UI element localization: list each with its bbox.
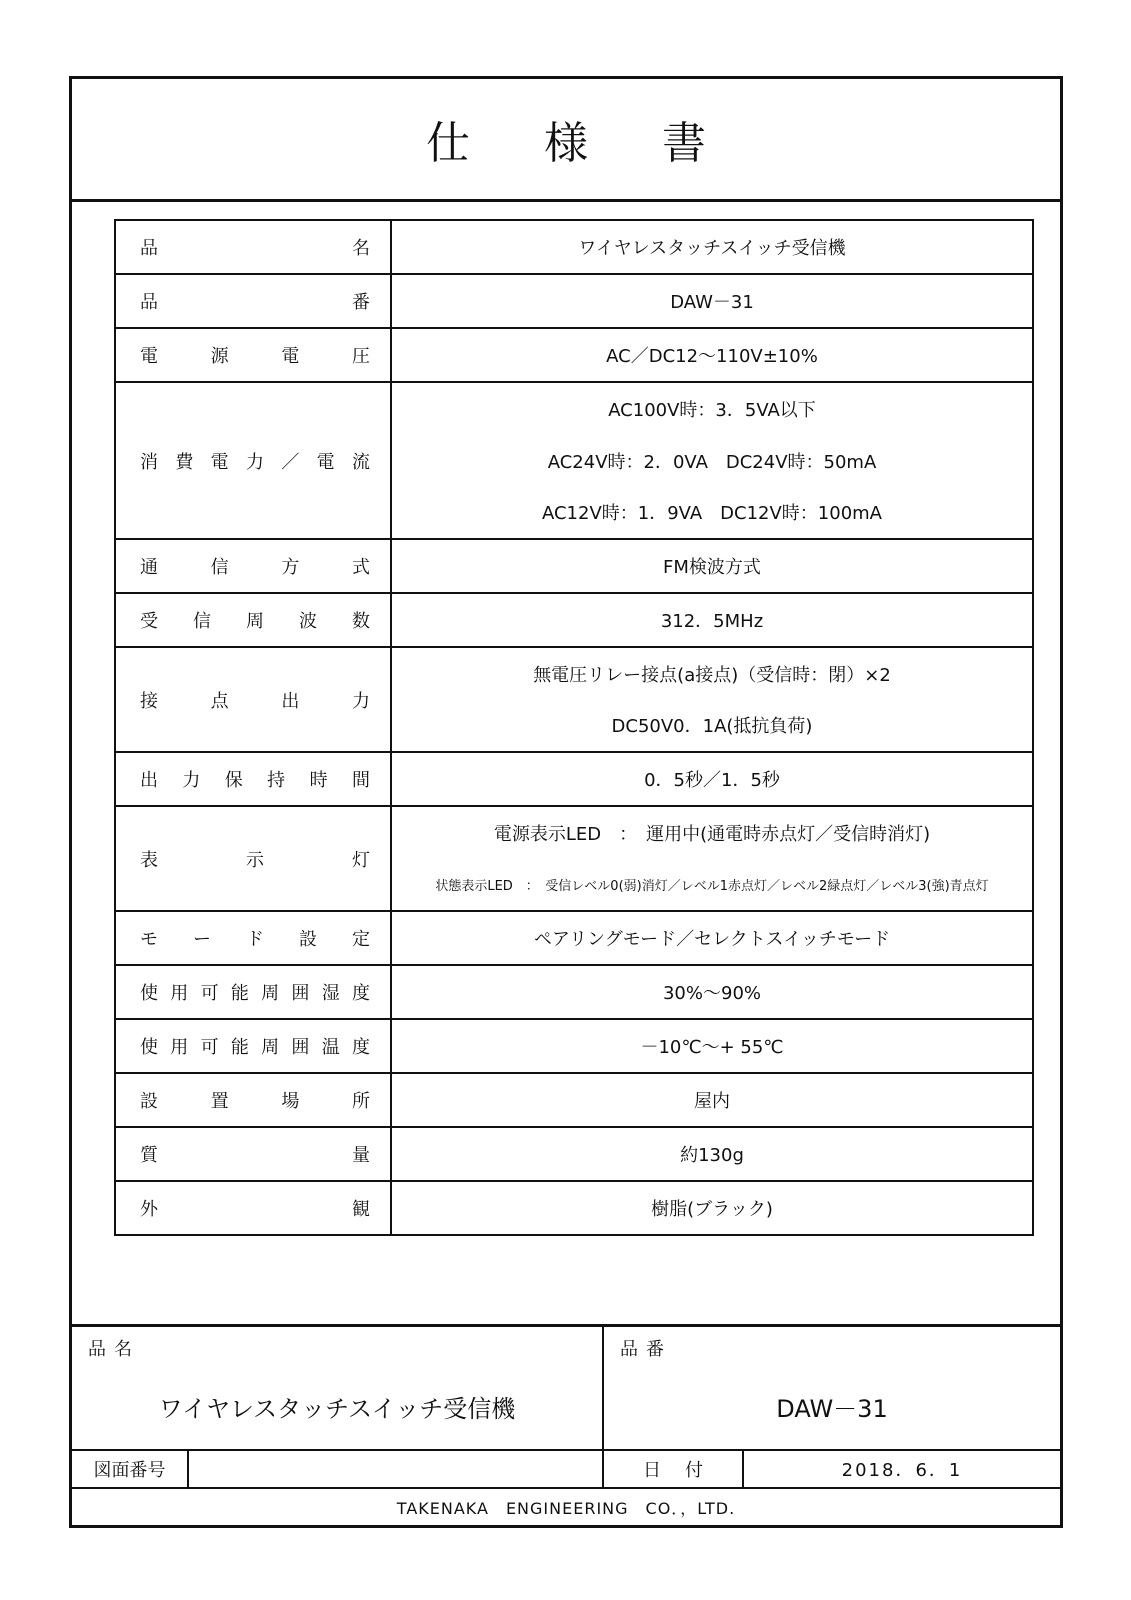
product-name-cell	[72, 1327, 604, 1449]
spec-label: 品 番	[140, 292, 370, 313]
spec-label-cell	[115, 220, 391, 274]
title-block	[72, 1324, 1060, 1525]
spec-value-cell	[391, 965, 1033, 1019]
spec-value: 312．5MHz	[660, 611, 764, 632]
spec-label: 接 点 出 力	[140, 690, 370, 712]
spec-value-cell	[391, 1073, 1033, 1127]
document-title: 仕 様 書	[426, 118, 736, 169]
spec-label: 出 力 保 持 時 間	[140, 770, 370, 791]
spec-row	[115, 220, 1033, 274]
title-block-row-meta	[72, 1451, 1060, 1489]
date-value: 2018．6．1	[841, 1460, 963, 1481]
spec-row	[115, 1127, 1033, 1181]
spec-row	[115, 911, 1033, 965]
drawing-number-value	[189, 1451, 604, 1487]
spec-value-cell	[391, 593, 1033, 647]
document-frame	[69, 76, 1063, 1528]
spec-label-cell	[115, 911, 391, 965]
drawing-number-label: 図面番号	[72, 1451, 189, 1487]
spec-row	[115, 539, 1033, 593]
spec-label: 使 用 可 能 周 囲 湿 度	[140, 983, 370, 1004]
spec-value: 無電圧リレー接点(a接点)（受信時：閉）×2	[533, 664, 891, 686]
date-label: 日 付	[643, 1460, 703, 1481]
spec-value: 30%～90%	[662, 983, 761, 1004]
spec-label: モ ー ド 設 定	[140, 929, 370, 950]
spec-row	[115, 647, 1033, 752]
spec-value-cell	[391, 382, 1033, 539]
spec-label: 消 費 電 力 ／ 電 流	[140, 451, 370, 473]
spec-table	[114, 219, 1034, 1236]
part-number-label: 品番	[620, 1339, 672, 1360]
spec-value: FM検波方式	[663, 557, 761, 578]
spec-value-cell	[391, 647, 1033, 752]
spec-label: 電 源 電 圧	[140, 346, 370, 367]
spec-value-cell	[391, 274, 1033, 328]
spec-label: 使 用 可 能 周 囲 温 度	[140, 1037, 370, 1058]
spec-label-cell	[115, 1073, 391, 1127]
spec-value: ワイヤレスタッチスイッチ受信機	[578, 238, 846, 259]
spec-row	[115, 382, 1033, 539]
spec-label-cell	[115, 593, 391, 647]
spec-label: 質 量	[140, 1145, 370, 1166]
spec-label-cell	[115, 1019, 391, 1073]
part-number-value: DAW－31	[776, 1395, 888, 1423]
spec-value-cell	[391, 911, 1033, 965]
spec-value-cell	[391, 539, 1033, 593]
spec-value: ペアリングモード／セレクトスイッチモード	[533, 929, 891, 950]
spec-value: 屋内	[694, 1091, 730, 1112]
spec-row	[115, 752, 1033, 806]
spec-row	[115, 1019, 1033, 1073]
spec-value-cell	[391, 1181, 1033, 1235]
spec-label-cell	[115, 539, 391, 593]
date-label-cell	[604, 1451, 744, 1487]
company-name: TAKENAKA ENGINEERING CO．，LTD.	[396, 1498, 736, 1518]
spec-value: 状態表示LED ： 受信レベル0(弱)消灯／レベル1赤点灯／レベル2緑点灯／レベル3(強)青点灯	[435, 878, 989, 894]
spec-value: 樹脂(ブラック)	[651, 1199, 773, 1220]
spec-value-cell	[391, 1019, 1033, 1073]
spec-row	[115, 806, 1033, 911]
spec-label: 品 名	[140, 238, 370, 259]
spec-value: AC100V時：3．5VA以下	[608, 400, 816, 421]
spec-value-cell	[391, 328, 1033, 382]
spec-label: 受 信 周 波 数	[140, 611, 370, 632]
spec-value: AC12V時：1．9VA DC12V時：100mA	[541, 503, 882, 524]
spec-label: 外 観	[140, 1199, 370, 1220]
spec-value: DC50V0．1A(抵抗負荷)	[611, 716, 813, 738]
spec-value: AC24V時：2．0VA DC24V時：50mA	[547, 451, 877, 473]
spec-row	[115, 1181, 1033, 1235]
spec-label: 表 示 灯	[140, 849, 370, 871]
spec-value: 電源表示LED ： 運用中(通電時赤点灯／受信時消灯)	[493, 823, 931, 845]
title-area	[72, 79, 1060, 202]
spec-row	[115, 328, 1033, 382]
spec-label-cell	[115, 647, 391, 752]
spec-row	[115, 593, 1033, 647]
spec-label-cell	[115, 382, 391, 539]
spec-label: 通 信 方 式	[140, 557, 370, 578]
spec-value-cell	[391, 220, 1033, 274]
spec-value: DAW－31	[670, 292, 754, 313]
spec-value-cell	[391, 1127, 1033, 1181]
spec-row	[115, 965, 1033, 1019]
spec-value: AC／DC12～110V±10%	[606, 346, 818, 367]
spec-label-cell	[115, 752, 391, 806]
product-name-label: 品名	[88, 1339, 140, 1360]
spec-value: 0．5秒／1．5秒	[644, 770, 780, 791]
part-number-cell	[604, 1327, 1060, 1449]
spec-label-cell	[115, 1127, 391, 1181]
spec-value-cell	[391, 806, 1033, 911]
spec-row	[115, 1073, 1033, 1127]
spec-label-cell	[115, 806, 391, 911]
spec-label-cell	[115, 1181, 391, 1235]
spec-label-cell	[115, 965, 391, 1019]
spec-label: 設 置 場 所	[140, 1091, 370, 1112]
spec-label-cell	[115, 274, 391, 328]
spec-label-cell	[115, 328, 391, 382]
spec-value-cell	[391, 752, 1033, 806]
product-name-value: ワイヤレスタッチスイッチ受信機	[158, 1395, 516, 1423]
spec-value: －10℃～+ 55℃	[640, 1037, 784, 1058]
spec-value: 約130g	[680, 1145, 744, 1166]
title-block-row-main	[72, 1327, 1060, 1451]
spec-row	[115, 274, 1033, 328]
